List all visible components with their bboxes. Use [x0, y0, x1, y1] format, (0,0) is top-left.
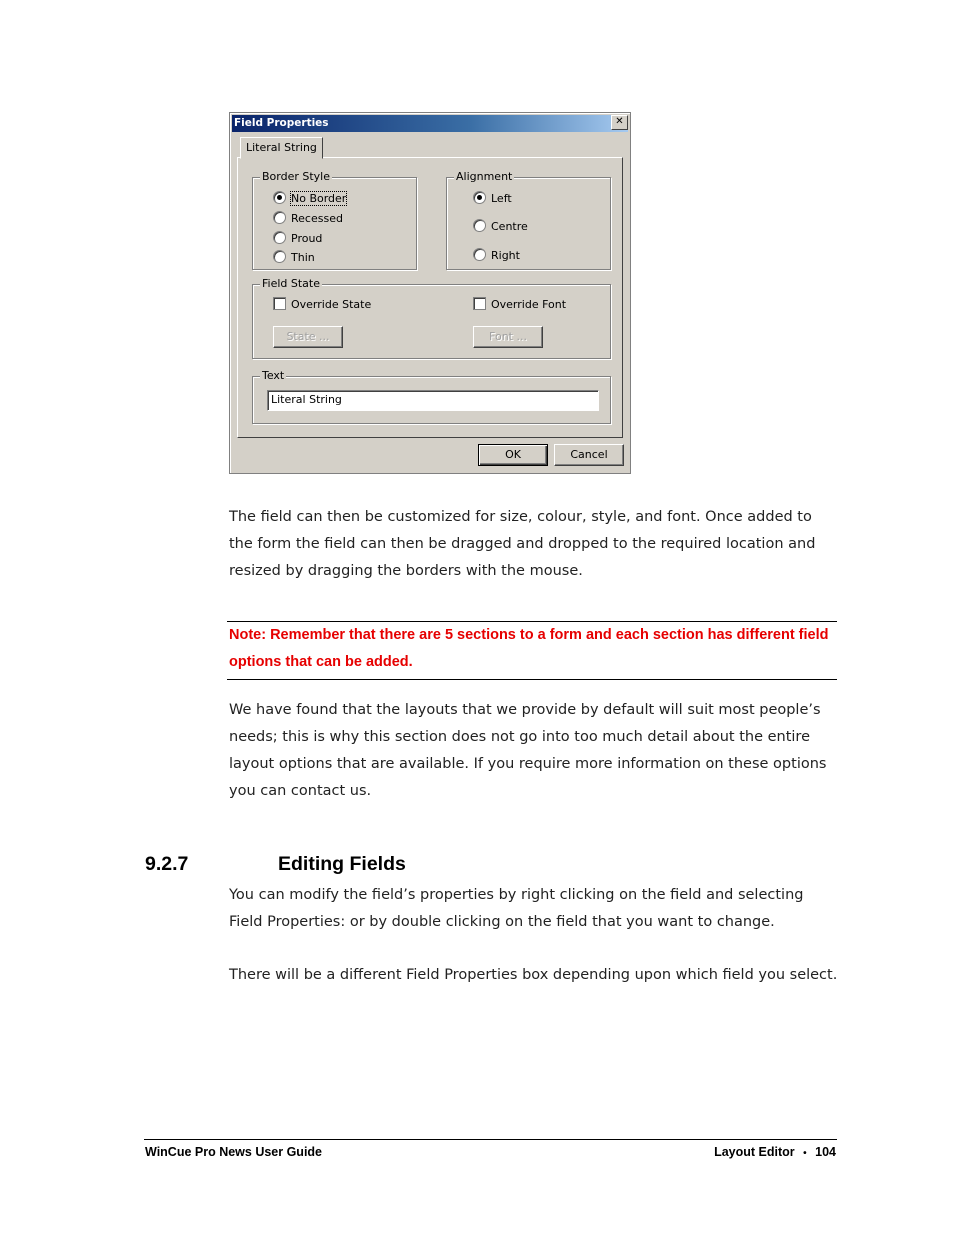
alignment-title: Alignment: [456, 170, 513, 183]
radio-label: Left: [491, 192, 512, 205]
border-style-title: Border Style: [262, 170, 331, 183]
radio-label: No Border: [291, 192, 347, 205]
radio-centre[interactable]: [473, 219, 528, 235]
radio-right[interactable]: [473, 248, 520, 264]
override-font-checkbox[interactable]: [473, 297, 566, 313]
close-icon[interactable]: ✕: [611, 115, 628, 130]
field-state-title: Field State: [262, 277, 321, 290]
radio-icon[interactable]: [473, 248, 486, 261]
radio-label: Right: [491, 249, 520, 262]
footer-page-info: [714, 1144, 836, 1162]
radio-proud[interactable]: [273, 231, 322, 247]
radio-label: Thin: [291, 251, 315, 264]
radio-recessed[interactable]: [273, 211, 343, 227]
radio-left[interactable]: [473, 191, 512, 207]
checkbox-label: Override Font: [491, 298, 567, 311]
state-button[interactable]: State ...: [273, 326, 343, 348]
section-title: Editing Fields: [278, 853, 406, 875]
radio-selected-icon[interactable]: [473, 191, 486, 204]
checkbox-label: Override State: [291, 298, 372, 311]
radio-thin[interactable]: [273, 250, 315, 266]
radio-label: Centre: [491, 220, 528, 233]
footer-rule: [144, 1139, 837, 1140]
radio-icon[interactable]: [273, 231, 286, 244]
radio-label: Proud: [291, 232, 323, 245]
radio-icon[interactable]: [273, 250, 286, 263]
paragraph-layouts: We have found that the layouts that we provide by default will suit most people’s needs; this is why this section does not go into too much detail about the entire layout options that are available. If you require more information on these options you can contact us.: [229, 702, 827, 799]
tab-panel: [237, 157, 623, 438]
border-style-group: [252, 170, 417, 270]
dialog-title: Field Properties: [232, 115, 628, 132]
radio-no-border[interactable]: [273, 191, 346, 207]
alignment-group: [446, 170, 611, 270]
field-properties-dialog: [229, 112, 631, 474]
footer-page-number: 104: [815, 1145, 836, 1159]
paragraph-modify: You can modify the field’s properties by right clicking on the field and selecting Field Properties: or by double clicking on the field that you want to change.: [229, 887, 804, 930]
note-text: Note: Remember that there are 5 sections to a form and each section has different field options that can be added.: [229, 627, 829, 670]
radio-icon[interactable]: [473, 219, 486, 232]
radio-icon[interactable]: [273, 211, 286, 224]
text-group-title: Text: [262, 369, 285, 382]
note-box: [227, 621, 837, 680]
font-button[interactable]: Font ...: [473, 326, 543, 348]
radio-selected-icon[interactable]: [273, 191, 286, 204]
footer-section: Layout Editor: [714, 1145, 795, 1159]
cancel-button[interactable]: Cancel: [554, 444, 624, 466]
radio-label: Recessed: [291, 212, 343, 225]
checkbox-icon[interactable]: [473, 297, 486, 310]
override-state-checkbox[interactable]: [273, 297, 371, 313]
text-input[interactable]: Literal String: [267, 390, 599, 411]
field-state-group: [252, 277, 611, 359]
tab-literal-string[interactable]: Literal String: [240, 137, 323, 159]
footer-guide-title: WinCue Pro News User Guide: [145, 1145, 323, 1159]
text-group: [252, 369, 611, 424]
paragraph-different-box: There will be a different Field Properties box depending upon which field you select.: [229, 967, 838, 983]
ok-button[interactable]: OK: [478, 444, 548, 466]
checkbox-icon[interactable]: [273, 297, 286, 310]
footer-bullet: •: [803, 1148, 807, 1159]
section-number: 9.2.7: [145, 853, 189, 875]
paragraph-customize: The field can then be customized for size, colour, style, and font. Once added to the form the field can then be dragged and dropped to the required location and resized by dragging the borders with the mouse.: [229, 509, 816, 579]
